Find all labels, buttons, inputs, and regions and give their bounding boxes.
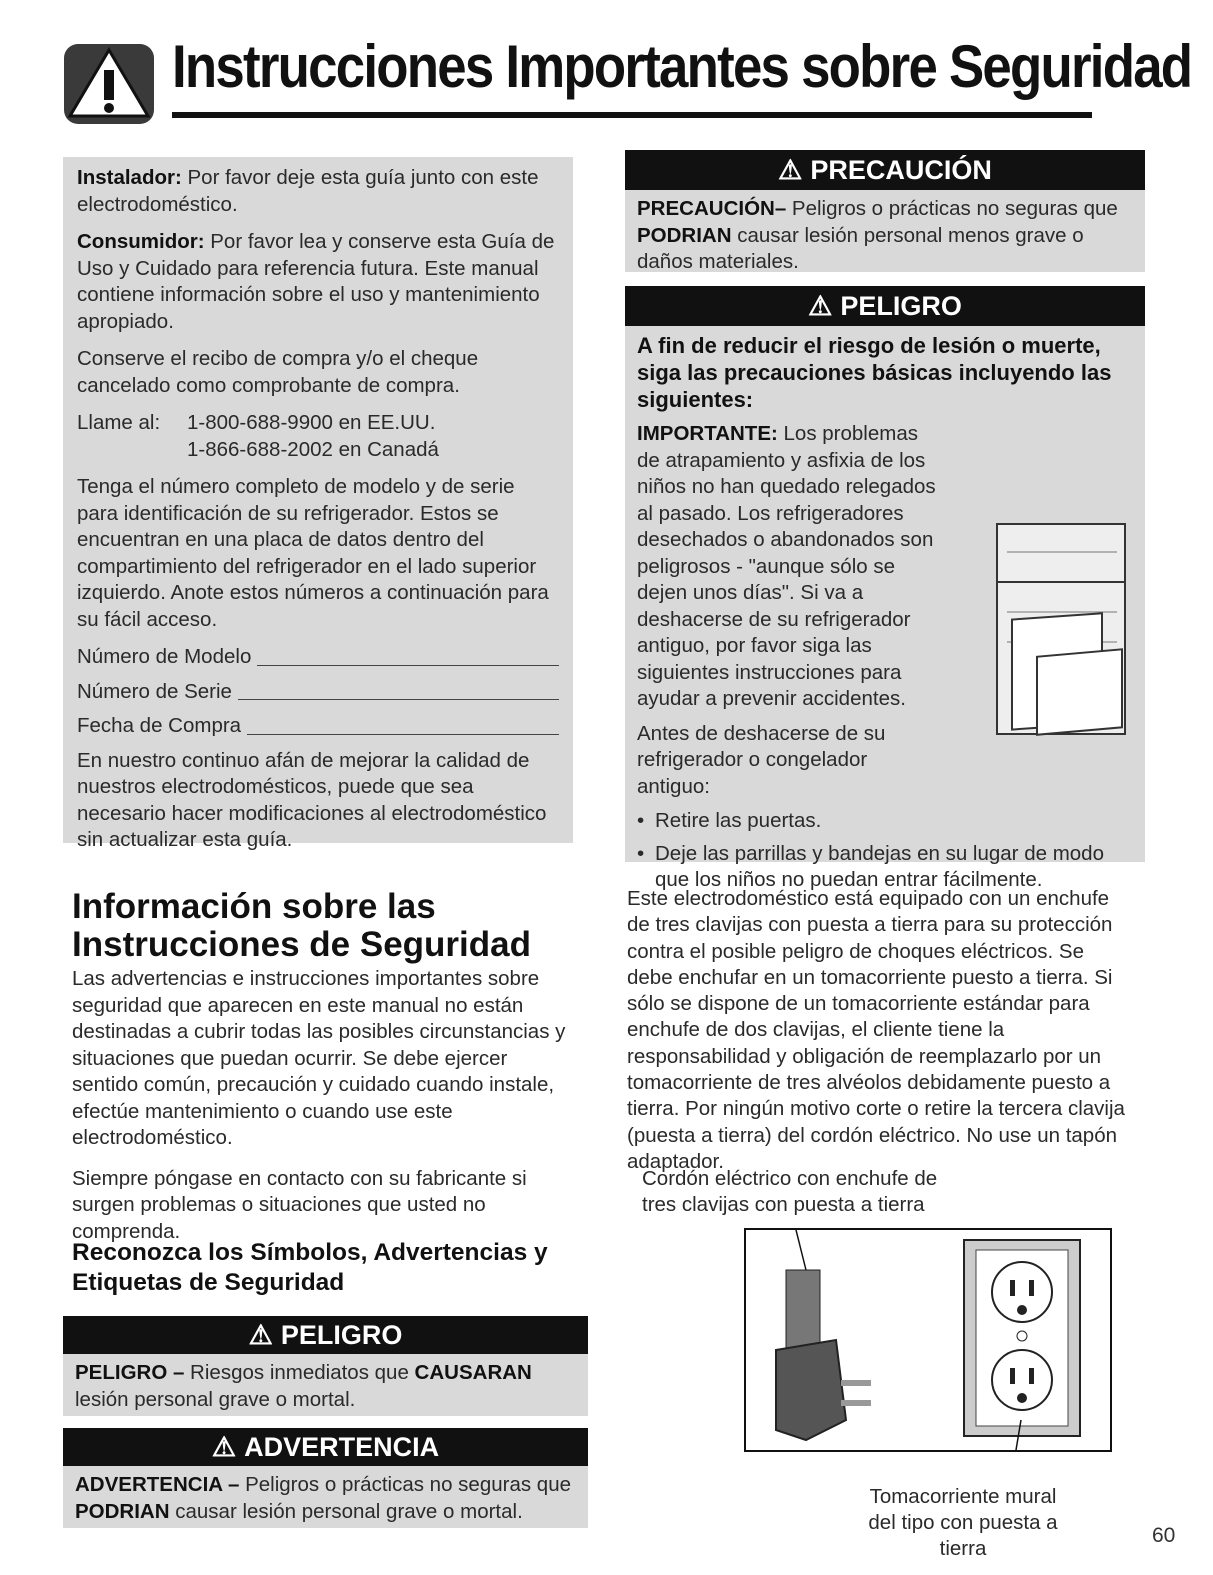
precaucion-banner: ⚠ PRECAUCIÓN xyxy=(625,150,1145,190)
plug-outlet-illustration xyxy=(744,1228,1112,1452)
model-info-text: Tenga el número completo de modelo y de serie para identificación de su refrigerador. Estos se encuentran en una placa de datos dentro del compartimiento del refrigerador en el lado superior izquierdo. Anote estos números a continuación para su fácil acceso. xyxy=(77,475,549,631)
page-title: Instrucciones Importantes sobre Seguridad xyxy=(172,33,1192,100)
improvement-text: En nuestro continuo afán de mejorar la calidad de nuestros electrodomésticos, puede que sea necesario hacer modificaciones al electrodoméstico sin actualizar esta guía. xyxy=(77,748,547,851)
consumer-text: Por favor lea y conserve esta Guía de Uso y Cuidado para referencia futura. Este manual contiene información sobre el uso y mantenimiento apropiado. xyxy=(77,230,555,333)
consumer-label: Consumidor: xyxy=(77,230,205,253)
peligro-label-banner: ⚠ PELIGRO xyxy=(63,1316,588,1354)
important-paragraph: IMPORTANTE: Los problemas de atrapamiento y asfixia de los niños no han quedado relegados al pasado. Los refrigeradores desechados o abandonados son peligrosos - "aunque sólo se dejen unos días". Si va a deshacerse de su refrigerador antiguo, por favor siga las siguientes instrucciones para ayudar a prevenir accidentes. xyxy=(637,422,936,710)
warning-symbol-icon: ⚠ xyxy=(778,155,803,185)
symbols-section-title: Reconozca los Símbolos, Advertencias y Etiquetas de Seguridad xyxy=(72,1239,548,1296)
installer-text: Por favor deje esta guía junto con este electrodoméstico. xyxy=(77,166,539,216)
installer-label: Instalador: xyxy=(77,166,182,189)
warning-symbol-icon: ⚠ xyxy=(211,1432,237,1462)
advertencia-label-panel: ADVERTENCIA – Peligros o prácticas no seguras que PODRIAN causar lesión personal grave o mortal. xyxy=(63,1466,588,1528)
purchase-date-field[interactable]: Fecha de Compra xyxy=(77,713,559,740)
info-para-1: Las advertencias e instrucciones importantes sobre seguridad que aparecen en este manual no están destinadas a cubrir todas las posibles circunstancias y situaciones que puedan ocurrir. Se debe ejercer sentido común, precaución y cuidado cuando instale, efectúe mantenimiento o cuando use este electrodoméstico. xyxy=(72,967,566,1149)
electrical-text: Este electrodoméstico está equipado con un enchufe de tres clavijas con puesta a tierra para su protección contra el posible peligro de choques eléctricos. Se debe enchufar en un tomacorriente puesto a tierra. Si sólo se dispone de un tomacorriente estándar para enchufe de dos clavijas, el cliente tiene la responsabilidad y obligación de reemplazarlo por un tomacorriente de tres alvéolos debidamente puesto a tierra. Por ningún motivo corte o retire la tercera clavija (puesta a tierra) del cordón eléctrico. No use un tapón adaptador. xyxy=(627,887,1125,1173)
peligro-panel xyxy=(625,326,1145,891)
warning-triangle-icon xyxy=(64,40,154,126)
warning-symbol-icon: ⚠ xyxy=(248,1320,273,1350)
fridge-doors-removed-illustration xyxy=(977,522,1127,742)
receipt-text: Conserve el recibo de compra y/o el cheque cancelado como comprobante de compra. xyxy=(77,347,479,397)
advertencia-label-banner: ⚠ ADVERTENCIA xyxy=(63,1428,588,1466)
phone-list xyxy=(77,410,559,463)
info-section-body xyxy=(72,966,577,1259)
before-disposal-text: Antes de deshacerse de su refrigerador o congelador antiguo: xyxy=(637,721,886,798)
warning-symbol-icon: ⚠ xyxy=(808,291,833,321)
installer-info-box xyxy=(63,157,573,851)
info-section-title: Información sobre las Instrucciones de Seguridad xyxy=(72,887,531,964)
info-para-2: Siempre póngase en contacto con su fabricante si surgen problemas o situaciones que usted no comprenda. xyxy=(72,1166,527,1243)
list-item: • Retire las puertas. xyxy=(637,809,822,832)
outlet-caption: Tomacorriente mural del tipo con puesta a tierra xyxy=(868,1485,1058,1560)
page-number: 60 xyxy=(1152,1524,1176,1547)
phone-us: 1-800-688-9900 en EE.UU. xyxy=(187,411,436,434)
phone-canada: 1-866-688-2002 en Canadá xyxy=(187,437,439,461)
list-item: • Deje las parrillas y bandejas en su lugar de modo que los niños no puedan entrar fácilmente. xyxy=(637,841,1104,891)
peligro-label-panel: PELIGRO – Riesgos inmediatos que CAUSARAN lesión personal grave o mortal. xyxy=(63,1354,588,1416)
grounded-plug-outlet-icon xyxy=(746,1230,1110,1450)
call-label: Llame al: xyxy=(77,411,161,434)
title-rule xyxy=(172,112,1092,118)
plug-caption: Cordón eléctrico con enchufe de tres clavijas con puesta a tierra xyxy=(642,1167,938,1216)
precaucion-panel: PRECAUCIÓN– Peligros o prácticas no seguras que PODRIAN causar lesión personal menos grave o daños materiales. xyxy=(625,190,1145,272)
peligro-banner: ⚠ PELIGRO xyxy=(625,286,1145,326)
serial-number-field[interactable]: Número de Serie xyxy=(77,679,559,706)
peligro-lead: A fin de reducir el riesgo de lesión o muerte, siga las precauciones básicas incluyendo las siguientes: xyxy=(637,333,1112,412)
model-number-field[interactable]: Número de Modelo xyxy=(77,644,559,671)
